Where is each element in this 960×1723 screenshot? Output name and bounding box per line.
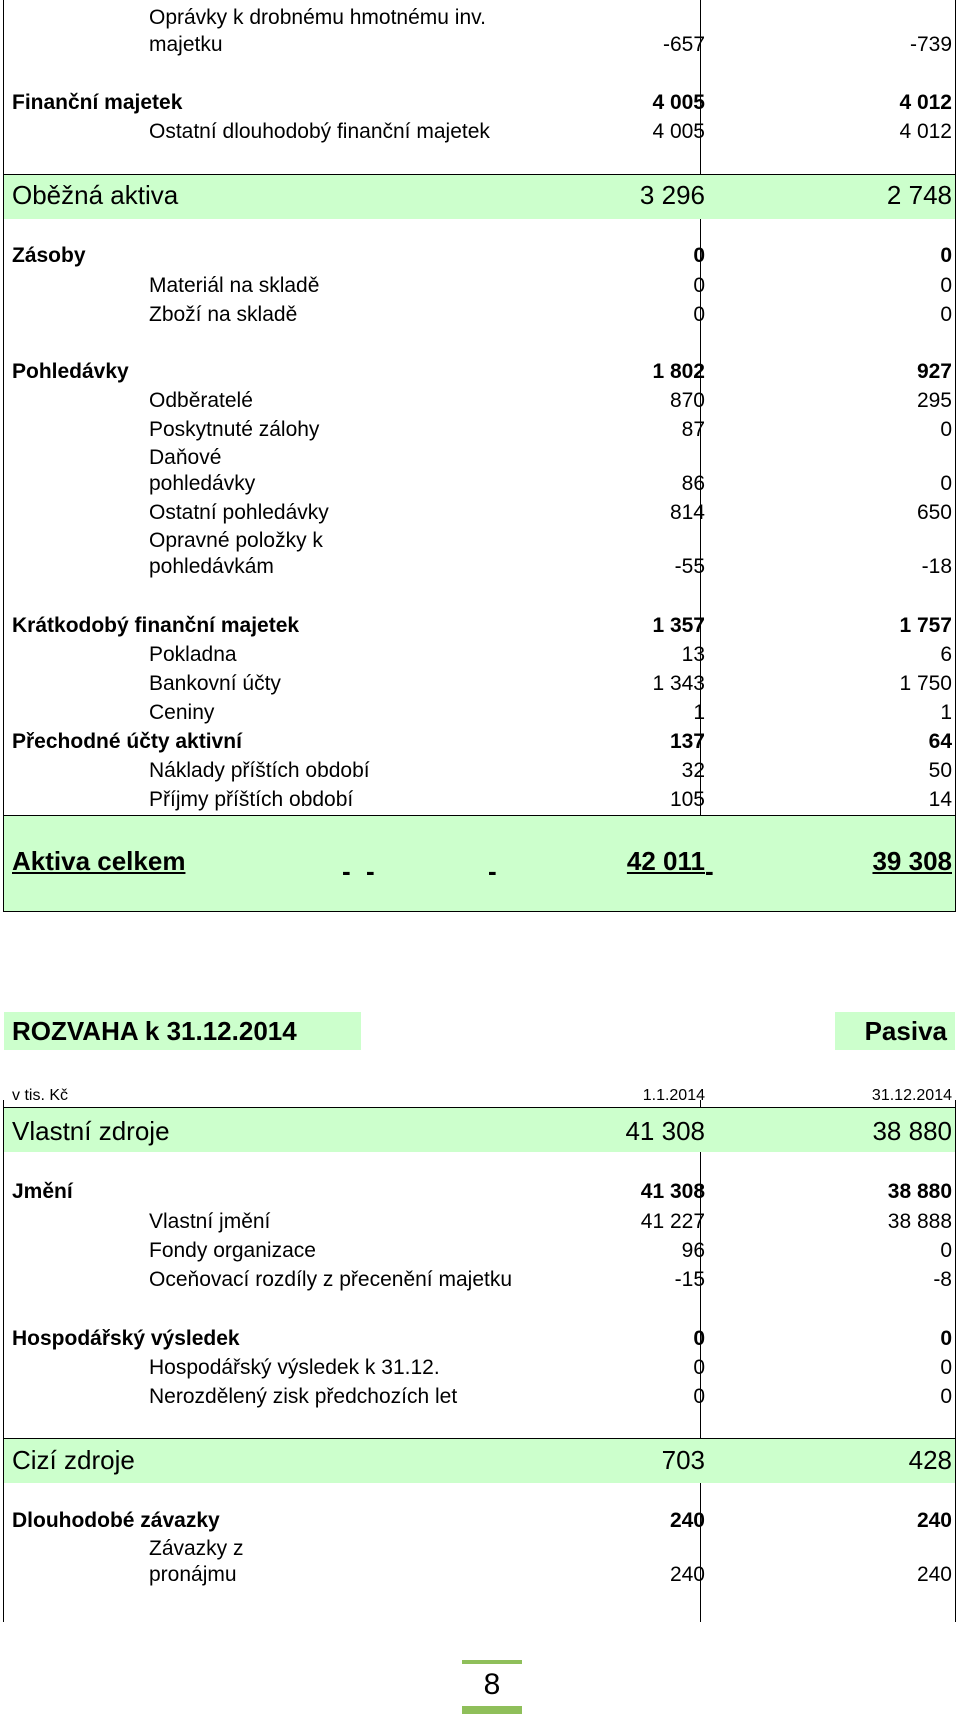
- row-ocenovaci: [12, 1266, 952, 1295]
- value-1-1-2014: 0: [693, 244, 705, 267]
- value-1-1-2014: -55: [674, 555, 705, 578]
- value-1-1-2014: 137: [669, 730, 705, 753]
- value-1-1-2014: 13: [681, 643, 705, 666]
- row-naklady: [12, 757, 952, 786]
- table2-border-right: [955, 1100, 956, 1622]
- value-1-1-2014: 1 802: [652, 360, 705, 383]
- value-1-1-2014: 86: [681, 472, 705, 495]
- value-31-12-2014: 1 750: [899, 672, 952, 695]
- value-1-1-2014: 96: [681, 1239, 705, 1262]
- value-1-1-2014: 0: [693, 1327, 705, 1350]
- value-1-1-2014: 1 357: [652, 614, 705, 637]
- row-label: Oprávky k drobnému hmotnému inv.: [149, 6, 486, 29]
- row-label: Zásoby: [12, 244, 86, 267]
- row-label: Materiál na skladě: [149, 274, 320, 297]
- value-1-1-2014: 0: [693, 303, 705, 326]
- value-31-12-2014: 0: [940, 274, 952, 297]
- value-1-1-2014: 32: [681, 759, 705, 782]
- value-31-12-2014: 1 757: [899, 614, 952, 637]
- row-material: [12, 272, 952, 301]
- table-border-right: [955, 0, 956, 912]
- row-label: Vlastní jmění: [149, 1210, 271, 1233]
- row-ostatni-pohledavky: [12, 499, 952, 528]
- value-31-12-2014: 38 880: [887, 1180, 952, 1203]
- value-31-12-2014: 0: [940, 1385, 952, 1408]
- value-31-12-2014: 38 880: [872, 1116, 952, 1146]
- row-zavazky-pronajmu-2: [12, 1561, 952, 1590]
- row-label: Pohledávky: [12, 360, 129, 383]
- row-pokladna: [12, 641, 952, 670]
- side-title: Pasiva: [835, 1012, 955, 1050]
- value-1-1-2014: 87: [681, 418, 705, 441]
- value-1-1-2014: 3 296: [639, 180, 705, 210]
- value-1-1-2014: 870: [669, 389, 705, 412]
- value-1-1-2014: 4 005: [652, 91, 705, 114]
- section-title: Vlastní zdroje: [12, 1116, 170, 1146]
- row-label: Ceniny: [149, 701, 215, 724]
- value-31-12-2014: 0: [940, 1239, 952, 1262]
- total-label: Aktiva celkem: [12, 846, 186, 876]
- row-label: pronájmu: [149, 1563, 237, 1586]
- value-1-1-2014: -657: [662, 33, 705, 56]
- row-opravne-1: [12, 527, 952, 556]
- row-label: Ostatní dlouhodobý finanční majetek: [149, 120, 490, 143]
- row-opravky-2: [12, 31, 952, 60]
- value-31-12-2014: 240: [916, 1563, 952, 1586]
- units-label: v tis. Kč: [12, 1087, 69, 1104]
- value-1-1-2014: 105: [669, 788, 705, 811]
- value-31-12-2014: 0: [940, 418, 952, 441]
- value-31-12-2014: 0: [940, 472, 952, 495]
- total-dash: -: [342, 856, 351, 886]
- row-label: pohledávkám: [149, 555, 274, 578]
- row-prijmy: [12, 786, 952, 815]
- value-31-12-2014: 2 748: [886, 180, 952, 210]
- section-title: Oběžná aktiva: [12, 180, 179, 210]
- value-31-12-2014: 38 888: [887, 1210, 952, 1233]
- row-label: Krátkodobý finanční majetek: [12, 614, 300, 637]
- value-31-12-2014: 295: [916, 389, 952, 412]
- value-1-1-2014: 0: [693, 1385, 705, 1408]
- row-label: Příjmy příštích období: [149, 788, 354, 811]
- total-rule-bottom: [3, 911, 955, 912]
- row-jmeni: [12, 1178, 952, 1207]
- value-1-1-2014: 41 308: [640, 1180, 705, 1203]
- value-1-1-2014: 4 005: [652, 120, 705, 143]
- value-1-1-2014: 240: [669, 1509, 705, 1532]
- total-value-31-12-2014: 39 308: [872, 846, 952, 876]
- row-label: Jmění: [12, 1180, 73, 1203]
- value-31-12-2014: 650: [916, 501, 952, 524]
- row-opravky-1: [12, 4, 952, 33]
- total-dash: -: [705, 856, 714, 886]
- row-danove-2: [12, 470, 952, 499]
- page-number-bar-top: [462, 1660, 522, 1664]
- value-1-1-2014: 0: [693, 274, 705, 297]
- row-bankovni: [12, 670, 952, 699]
- total-dash: -: [366, 856, 375, 886]
- value-31-12-2014: 50: [928, 759, 952, 782]
- row-label: majetku: [149, 33, 223, 56]
- column-header-1-1-2014: 1.1.2014: [642, 1087, 705, 1104]
- page-number-bar-bottom: [462, 1706, 522, 1714]
- row-dlouhodobe-zavazky: [12, 1507, 952, 1536]
- row-zasoby: [12, 242, 952, 271]
- row-label: Hospodářský výsledek k 31.12.: [149, 1356, 440, 1379]
- value-31-12-2014: 14: [928, 788, 952, 811]
- row-hosp-k: [12, 1354, 952, 1383]
- value-31-12-2014: 4 012: [899, 91, 952, 114]
- row-fondy: [12, 1237, 952, 1266]
- row-label: Nerozdělený zisk předchozích let: [149, 1385, 458, 1408]
- row-danove-1: [12, 444, 952, 473]
- row-label: Poskytnuté zálohy: [149, 418, 320, 441]
- row-label: Bankovní účty: [149, 672, 281, 695]
- row-vlastni-jmeni: [12, 1208, 952, 1237]
- row-opravne-2: [12, 553, 952, 582]
- value-31-12-2014: -18: [921, 555, 952, 578]
- value-1-1-2014: 0: [693, 1356, 705, 1379]
- value-31-12-2014: 927: [916, 360, 952, 383]
- value-31-12-2014: -8: [933, 1268, 952, 1291]
- value-31-12-2014: 0: [940, 1356, 952, 1379]
- section-title: Cizí zdroje: [12, 1445, 135, 1475]
- value-1-1-2014: 814: [669, 501, 705, 524]
- value-31-12-2014: 64: [928, 730, 952, 753]
- row-pohledavky: [12, 358, 952, 387]
- value-1-1-2014: 240: [669, 1563, 705, 1586]
- value-1-1-2014: 703: [661, 1445, 705, 1475]
- row-zalohy: [12, 416, 952, 445]
- row-label: Hospodářský výsledek: [12, 1327, 240, 1350]
- row-zavazky-pronajmu-1: [12, 1535, 952, 1564]
- value-31-12-2014: 6: [940, 643, 952, 666]
- value-31-12-2014: 0: [940, 244, 952, 267]
- row-financni-majetek: [12, 89, 952, 118]
- table2-border-left: [3, 1100, 4, 1622]
- page-title: ROZVAHA k 31.12.2014: [4, 1012, 361, 1050]
- value-1-1-2014: -15: [674, 1268, 705, 1291]
- row-label: Daňové: [149, 446, 222, 469]
- row-label: Zboží na skladě: [149, 303, 298, 326]
- value-1-1-2014: 41 308: [625, 1116, 705, 1146]
- row-kratkodoby: [12, 612, 952, 641]
- value-31-12-2014: 428: [908, 1445, 952, 1475]
- value-1-1-2014: 1 343: [652, 672, 705, 695]
- row-label: Dlouhodobé závazky: [12, 1509, 220, 1532]
- row-label: Opravné položky k: [149, 529, 323, 552]
- row-ostatni-dlouhodoby: [12, 118, 952, 147]
- row-label: Ostatní pohledávky: [149, 501, 329, 524]
- row-odberatele: [12, 387, 952, 416]
- total-dash: -: [488, 856, 497, 886]
- row-label: Závazky z: [149, 1537, 244, 1560]
- page-number: 8: [483, 1668, 501, 1701]
- row-ceniny: [12, 699, 952, 728]
- total-value-1-1-2014: 42 011: [626, 846, 705, 876]
- row-hosp-vysledek: [12, 1325, 952, 1354]
- section-band: [4, 1439, 955, 1483]
- row-label: Oceňovací rozdíly z přecenění majetku: [149, 1268, 513, 1291]
- row-nerozdeleny: [12, 1383, 952, 1412]
- value-31-12-2014: 4 012: [899, 120, 952, 143]
- row-label: pohledávky: [149, 472, 256, 495]
- row-label: Náklady příštích období: [149, 759, 370, 782]
- column-header-31-12-2014: 31.12.2014: [871, 1087, 952, 1104]
- value-1-1-2014: 41 227: [640, 1210, 705, 1233]
- row-prechodne: [12, 728, 952, 757]
- row-label: Odběratelé: [149, 389, 253, 412]
- value-31-12-2014: -739: [909, 33, 952, 56]
- row-zbozi: [12, 301, 952, 330]
- value-31-12-2014: 1: [940, 701, 952, 724]
- row-label: Pokladna: [149, 643, 237, 666]
- value-31-12-2014: 0: [940, 303, 952, 326]
- value-31-12-2014: 0: [940, 1327, 952, 1350]
- value-31-12-2014: 240: [916, 1509, 952, 1532]
- value-1-1-2014: 1: [693, 701, 705, 724]
- table-border-left: [3, 0, 4, 912]
- row-label: Fondy organizace: [149, 1239, 316, 1262]
- row-label: Přechodné účty aktivní: [12, 730, 242, 753]
- row-label: Finanční majetek: [12, 91, 183, 114]
